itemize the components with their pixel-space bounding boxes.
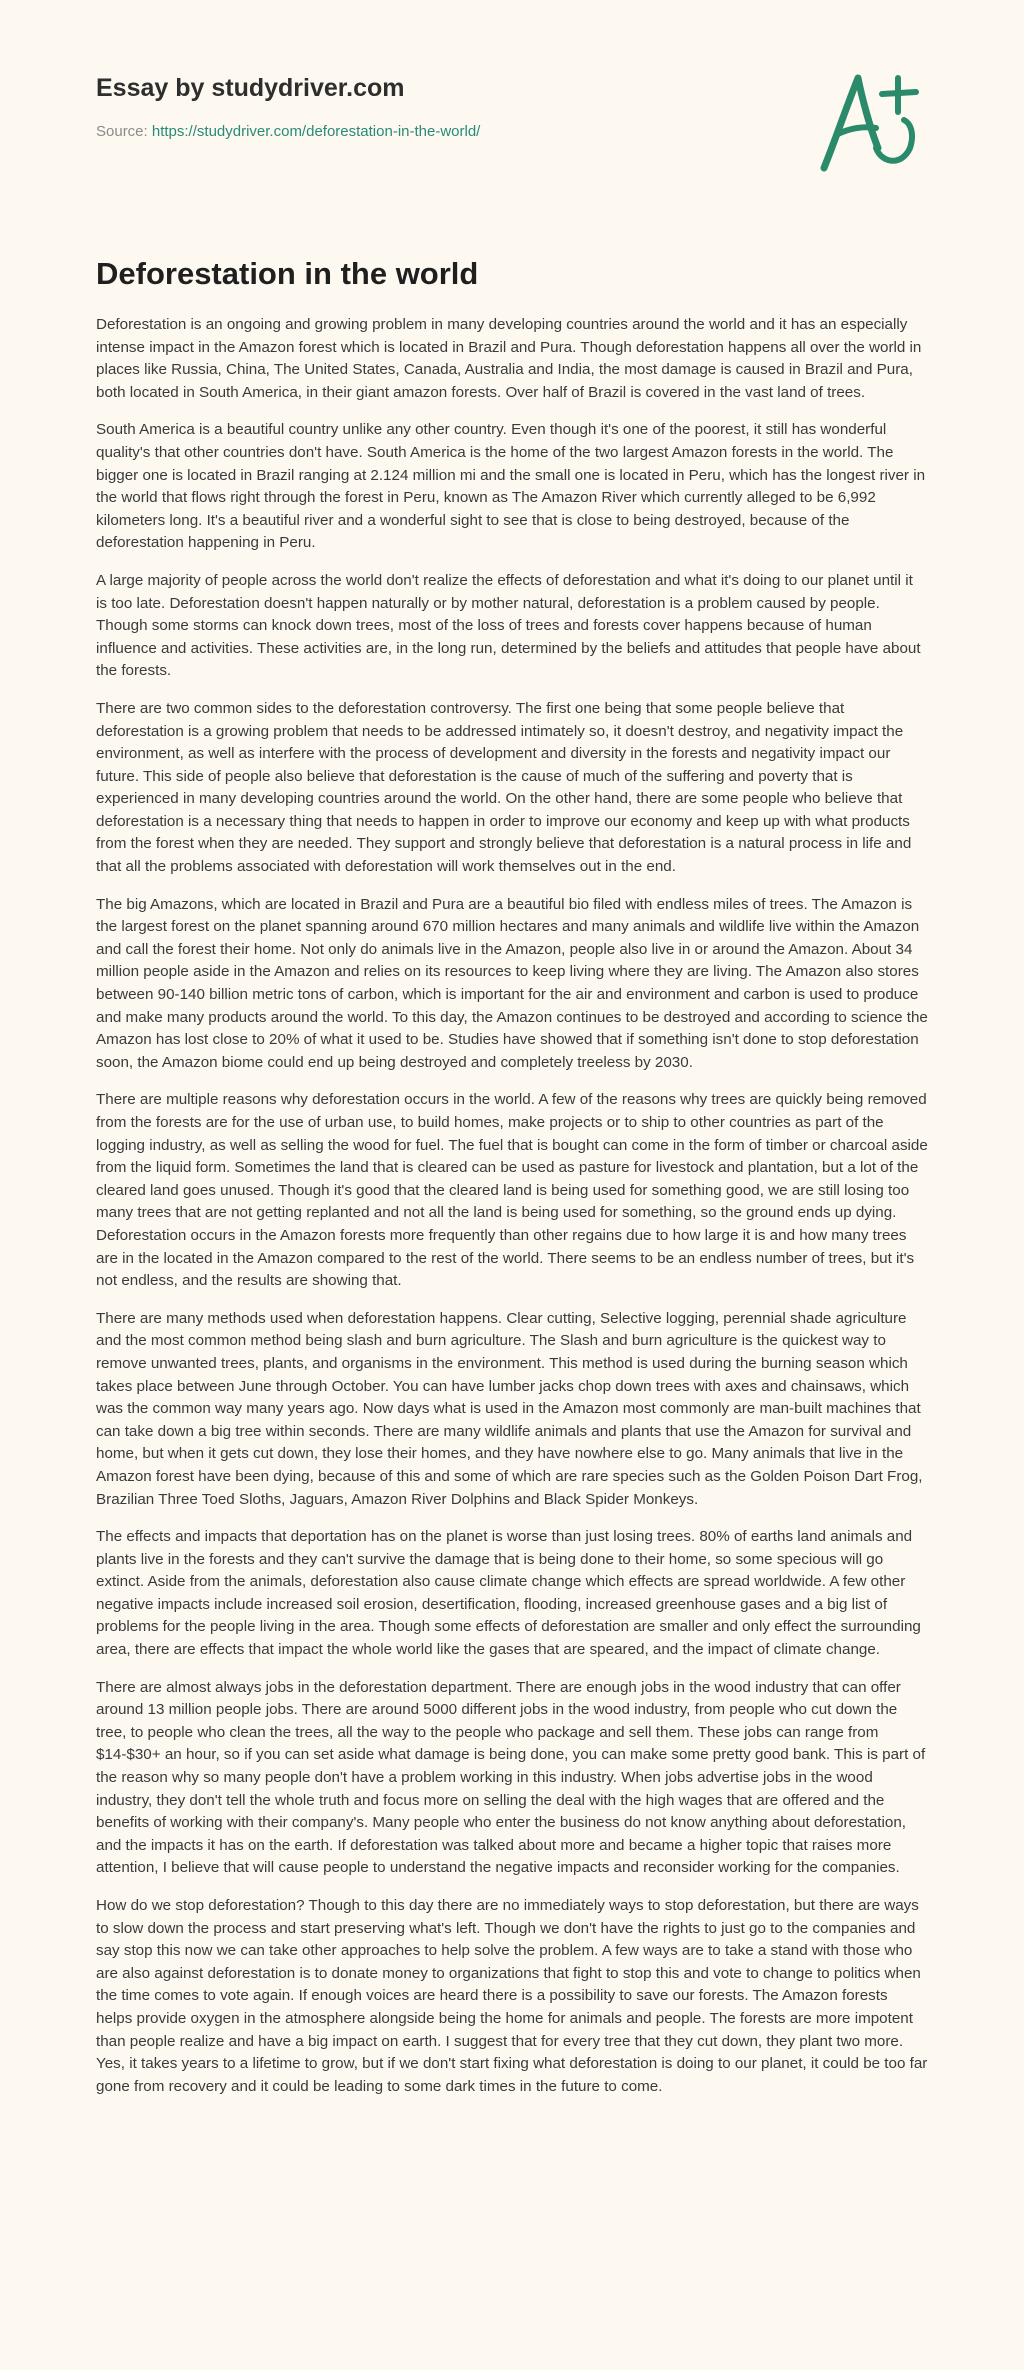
essay-paragraph: How do we stop deforestation? Though to this day there are no immediately ways to stop deforestation, but there are ways to slow down the process and start preserving what's left. Though we don't have the rights to just go to the companies and say stop this now we can take other approaches to help solve the problem. A few ways are to take a stand with those who are also against deforestation is to donate money to organizations that fight to stop this and vote to change to politics when the time comes to vote again. If enough voices are heard there is a possibility to save our forests. The Amazon forests helps provide oxygen in the atmosphere alongside being the home for animals and people. The forests are more impotent than people realize and have a big impact on earth. I suggest that for every tree that they cut down, they plant two more. Yes, it takes years to a lifetime to grow, but if we don't start fixing what deforestation is doing to our planet, it could be too far gone from recovery and it could be leading to some dark times in the future to come. — [96, 1897, 928, 2095]
essay-paragraph: South America is a beautiful country unlike any other country. Even though it's one of the poorest, it still has wonderful quality's that other countries don't have. South America is the home of the two largest Amazon forests in the world. The bigger one is located in Brazil ranging at 2.124 million mi and the small one is located in Peru, which has the longest river in the world that flows right through the forest in Peru, known as The Amazon River which currently alleged to be 6,992 kilometers long. It's a beautiful river and a wonderful sight to see that is close to being destroyed, because of the deforestation happening in Peru. — [96, 421, 926, 552]
a-plus-logo-icon — [816, 68, 926, 178]
essay-paragraph: There are many methods used when deforestation happens. Clear cutting, Selective logging, perennial shade agriculture and the most common method being slash and burn agriculture. The Slash and burn agriculture is the quickest way to remove unwanted trees, plants, and organisms in the environment. This method is used during the burning season which takes place between June through October. You can have lumber jacks chop down trees with axes and chainsaws, which was the common way many years ago. Now days what is used in the Amazon most commonly are man-built machines that can take down a big tree within seconds. There are many wildlife animals and plants that use the Amazon for survival and home, but when it gets cut down, they lose their homes, and they have nowhere else to go. Many animals that live in the Amazon forest have been dying, because of this and some of which are rare species such as the Golden Poison Dart Frog, Brazilian Three Toed Sloths, Jaguars, Amazon River Dolphins and Black Spider Monkeys. — [96, 1309, 923, 1508]
essay-title: Deforestation in the world — [96, 256, 479, 291]
site-title: Essay by studydriver.com — [96, 74, 405, 102]
source-label: Source: — [96, 123, 152, 140]
essay-paragraph: A large majority of people across the world don't realize the effects of deforestation and what it's doing to our planet until it is too late. Deforestation doesn't happen naturally or by mother natural, deforestation is a problem caused by people. Though some storms can knock down trees, most of the loss of trees and forests cover happens because of human influence and activities. These activities are, in the long run, determined by the beliefs and attitudes that people have about the forests. — [96, 571, 921, 680]
essay-paragraph: There are multiple reasons why deforestation occurs in the world. A few of the reasons why trees are quickly being removed from the forests are for the use of urban use, to build homes, make projects or to ship to other countries as part of the logging industry, as well as selling the wood for fuel. The fuel that is bought can come in the form of timber or charcoal aside from the liquid form. Sometimes the land that is cleared can be used as pasture for livestock and plantation, but a lot of the cleared land goes unused. Though it's good that the cleared land is being used for something good, we are still losing too many trees that are not getting replanted and not all the land is being used for something, so the ground ends up dying. Deforestation occurs in the Amazon forests more frequently than other regains due to how large it is and how many trees are in the located in the Amazon compared to the rest of the world. There seems to be an endless number of trees, but it's not endless, and the results are showing that. — [96, 1091, 928, 1290]
page-header — [96, 68, 926, 178]
essay-body — [96, 314, 928, 2113]
source-link[interactable]: https://studydriver.com/deforestation-in-the-world/ — [151, 123, 481, 140]
essay-paragraph: Deforestation is an ongoing and growing problem in many developing countries around the world and it has an especially intense impact in the Amazon forest which is located in Brazil and Pura. Though deforestation happens all over the world in places like Russia, China, The United States, Canada, Australia and India, the most damage is caused in Brazil and Pura, both located in South America, in their giant amazon forests. Over half of Brazil is covered in the vast land of trees. — [96, 316, 922, 401]
essay-paragraph: There are two common sides to the deforestation controversy. The first one being that some people believe that deforestation is a growing problem that needs to be addressed intimately so, it doesn't destroy, and negativity impact the environment, as well as interfere with the process of development and diversity in the forests and negativity impact our future. This side of people also believe that deforestation is the cause of much of the suffering and poverty that is experienced in many developing countries around the world. On the other hand, there are some people who believe that deforestation is a necessary thing that needs to happen in order to improve our economy and keep up with what products from the forest when they are needed. They support and strongly believe that deforestation is a natural process in life and that all the problems associated with deforestation will work themselves out in the end. — [96, 699, 912, 876]
essay-paragraph: There are almost always jobs in the deforestation department. There are enough jobs in the wood industry that can offer around 13 million people jobs. There are around 5000 different jobs in the wood industry, from people who cut down the tree, to people who clean the trees, all the way to the people who package and sell them. These jobs can range from $14-$30+ an hour, so if you can set aside what damage is being done, you can make some pretty good bank. This is part of the reason why so many people don't have a problem working in this industry. When jobs advertise jobs in the wood industry, they don't tell the whole truth and focus more on selling the deal with the high wages that are offered and the benefits of working with their company's. Many people who enter the business do not know anything about deforestation, and the impacts it has on the earth. If deforestation was talked about more and became a higher topic that raises more attention, I believe that will cause people to understand the negative impacts and reconsider working for the companies. — [96, 1678, 926, 1877]
essay-paragraph: The big Amazons, which are located in Brazil and Pura are a beautiful bio filed with endless miles of trees. The Amazon is the largest forest on the planet spanning around 670 million hectares and many animals and wildlife live within the Amazon and call the forest their home. Not only do animals live in the Amazon, people also live in or around the Amazon. About 34 million people aside in the Amazon and relies on its resources to keep living where they are living. The Amazon also stores between 90-140 billion metric tons of carbon, which is important for the air and environment and carbon is used to produce and make many products around the world. To this day, the Amazon continues to be destroyed and according to science the Amazon has lost close to 20% of what it used to be. Studies have showed that if something isn't done to stop deforestation soon, the Amazon biome could end up being destroyed and completely treeless by 2030. — [96, 895, 928, 1071]
source-line — [96, 122, 480, 142]
essay-paragraph: The effects and impacts that deportation has on the planet is worse than just losing trees. 80% of earths land animals and plants live in the forests and they can't survive the damage that is being done to their home, so some specious will go extinct. Aside from the animals, deforestation also cause climate change which effects are spread worldwide. A few other negative impacts include increased soil erosion, desertification, flooding, increased greenhouse gases and a big list of problems for the people living in the area. Though some effects of deforestation are smaller and only effect the surrounding area, there are effects that impact the whole world like the gases that are speared, and the impact of climate change. — [96, 1528, 921, 1659]
